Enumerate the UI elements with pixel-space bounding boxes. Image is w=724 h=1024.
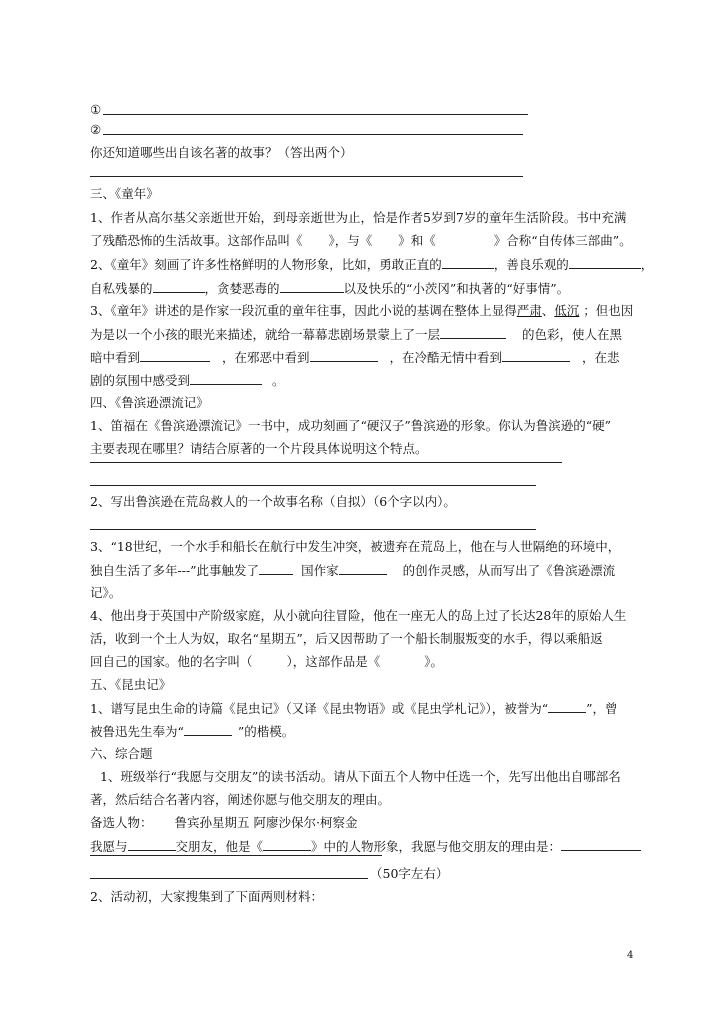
text: 》，与《 — [328, 233, 373, 248]
text: 独自生活了多年---”此事触发了 — [90, 563, 260, 578]
candidates-label: 备选人物： — [90, 815, 153, 830]
text: 2、《童年》刻画了许多性格鲜明的人物形象，比如，勇敢正直的 — [90, 257, 442, 272]
text: ， — [640, 257, 654, 272]
underlined-word: 严肃 — [516, 303, 542, 318]
q41-line-b: 主要表现在哪里？请结合原著的一个片段具体说明这个特点。 — [90, 441, 428, 456]
q43-line-b — [90, 562, 615, 579]
blank[interactable] — [310, 349, 378, 362]
blank-rule-6 — [90, 529, 536, 530]
text: ，贪婪恶毒的 — [204, 281, 280, 296]
text: 的色彩，使人在黑 — [522, 327, 623, 342]
text: ，善良乐观的 — [493, 257, 569, 272]
text: 》合称“自传体三部曲”。 — [493, 233, 632, 248]
text: 了残酷恐怖的生活故事。这部作品叫《 — [90, 233, 303, 248]
blank[interactable] — [502, 349, 570, 362]
question-other-stories: 你还知道哪些出自该名著的故事？（答出两个） — [90, 145, 353, 160]
text: 我愿与 — [90, 839, 128, 854]
q44-line-c — [90, 654, 443, 670]
text: ”，曾 — [586, 701, 618, 716]
text: 自私残暴的 — [90, 281, 153, 296]
q61-line-a: 1、班级举行“我愿与交朋友”的读书活动。请从下面五个人物中任选一个，先写出他出自哪部名 — [100, 769, 621, 784]
word-count-note: （50字左右） — [370, 866, 449, 881]
q51-line-a — [90, 700, 618, 717]
blank-rule-4 — [90, 462, 562, 463]
blank[interactable] — [153, 280, 205, 293]
text: 的创作灵感，从而写出了《鲁滨逊漂流 — [402, 563, 616, 578]
text: 暗中看到 — [90, 350, 141, 365]
q32-line-a — [90, 256, 653, 273]
q32-line-b — [90, 280, 569, 297]
answer-line-1 — [90, 102, 101, 118]
text: 、 — [541, 303, 555, 318]
blank[interactable] — [339, 562, 387, 575]
text: 剧的氛围中感受到 — [90, 373, 191, 388]
text: 交朋友，他是《 — [175, 839, 264, 854]
text: 被鲁迅先生奉为“ — [90, 724, 184, 739]
text: 回自己的国家。他的名字叫（ — [90, 654, 253, 669]
page-number: 4 — [627, 950, 634, 961]
underlined-word: 低沉 — [554, 303, 580, 318]
q33-line-d — [90, 372, 285, 389]
text: 》。 — [424, 654, 444, 669]
q62-line: 2、活动初，大家搜集到了下面两则材料： — [90, 889, 323, 904]
blank-rule-2 — [103, 134, 523, 135]
q41-line-a: 1、笛福在《鲁滨逊漂流记》一书中，成功刻画了“硬汉子”鲁滨逊的形象。你认为鲁滨逊的“硬” — [90, 418, 612, 433]
blank[interactable] — [548, 700, 586, 713]
blank[interactable] — [263, 838, 311, 851]
blank[interactable] — [140, 349, 210, 362]
blank-rule-3 — [90, 176, 523, 177]
candidates-line — [90, 815, 357, 831]
blank[interactable] — [569, 256, 641, 269]
text: ），这部作品是《 — [286, 654, 381, 669]
text: 以及快乐的“小茨冈”和执著的“好事情”。 — [343, 281, 570, 296]
text: 》和《 — [398, 233, 436, 248]
text: ，在冷酷无情中看到 — [389, 350, 503, 365]
circled-one: ① — [90, 102, 102, 117]
q44-line-a: 4、他出身于英国中产阶级家庭，从小就向往冒险，他在一座无人的岛上过了长达28年的原始人生 — [90, 608, 627, 623]
blank[interactable] — [561, 838, 641, 851]
text: ”的楷模。 — [237, 724, 295, 739]
q43-line-a: 3、“18世纪，一个水手和船长在航行中发生冲突，被遗弃在荒岛上，他在与人世隔绝的环境中， — [90, 539, 621, 554]
circled-two: ② — [90, 122, 102, 137]
section-heading-robinson: 四、《鲁滨逊漂流记》 — [90, 395, 209, 410]
blank-rule-1 — [103, 114, 528, 115]
answer-line-2 — [90, 122, 101, 138]
q51-line-b — [90, 723, 294, 740]
q33-line-b — [90, 326, 622, 343]
blank-rule-5 — [90, 485, 536, 486]
text: 》中的人物形象，我愿与他交朋友的理由是： — [311, 839, 562, 854]
text: ，在悲 — [582, 350, 620, 365]
blank[interactable] — [440, 326, 506, 339]
blank[interactable] — [190, 372, 262, 385]
answer-sentence — [90, 838, 641, 855]
text: 为是以一个小孩的眼光来描述，就给一幕幕悲剧场景蒙上了一层 — [90, 327, 441, 342]
section-heading-insects: 五、《昆虫记》 — [90, 677, 172, 692]
section-heading-childhood: 三、《童年》 — [90, 186, 159, 201]
q33-line-c — [90, 349, 620, 366]
blank[interactable] — [259, 562, 293, 575]
q43-line-c: 记》。 — [90, 585, 122, 600]
candidates-list: 鲁宾孙星期五 阿廖沙保尔·柯察金 — [174, 815, 358, 830]
q44-line-b: 活，收到一个土人为奴，取名“星期五”，后又因帮助了一个船长制服叛变的水手，得以乘船返 — [90, 631, 603, 646]
q61-line-b: 著，然后结合名著内容，阐述你愿与他交朋友的理由。 — [90, 792, 391, 807]
section-heading-comprehensive: 六、综合题 — [90, 746, 153, 761]
blank-rule-7 — [90, 855, 382, 856]
text: 3、《童年》讲述的是作家一段沉重的童年往事，因此小说的基调在整体上显得 — [90, 303, 517, 318]
q42-line: 2、写出鲁滨逊在荒岛救人的一个故事名称（自拟）（6个字以内）。 — [90, 494, 456, 509]
q31-line-b — [90, 233, 632, 249]
blank-rule-8 — [90, 878, 368, 879]
text: ；但也因 — [579, 303, 634, 318]
text: 国作家 — [301, 563, 339, 578]
blank[interactable] — [128, 838, 176, 851]
text: ，在邪恶中看到 — [222, 350, 310, 365]
text: 1、谱写昆虫生命的诗篇《昆虫记》（又译《昆虫物语》或《昆虫学札记》），被誉为“ — [90, 701, 549, 716]
q31-line-a: 1、作者从高尔基父亲逝世开始，到母亲逝世为止，恰是作者5岁到7岁的童年生活阶段。书中充满 — [90, 210, 627, 225]
blank[interactable] — [280, 280, 344, 293]
text: 。 — [272, 373, 285, 388]
blank[interactable] — [442, 256, 494, 269]
q33-line-a — [90, 303, 633, 319]
blank[interactable] — [184, 723, 232, 736]
